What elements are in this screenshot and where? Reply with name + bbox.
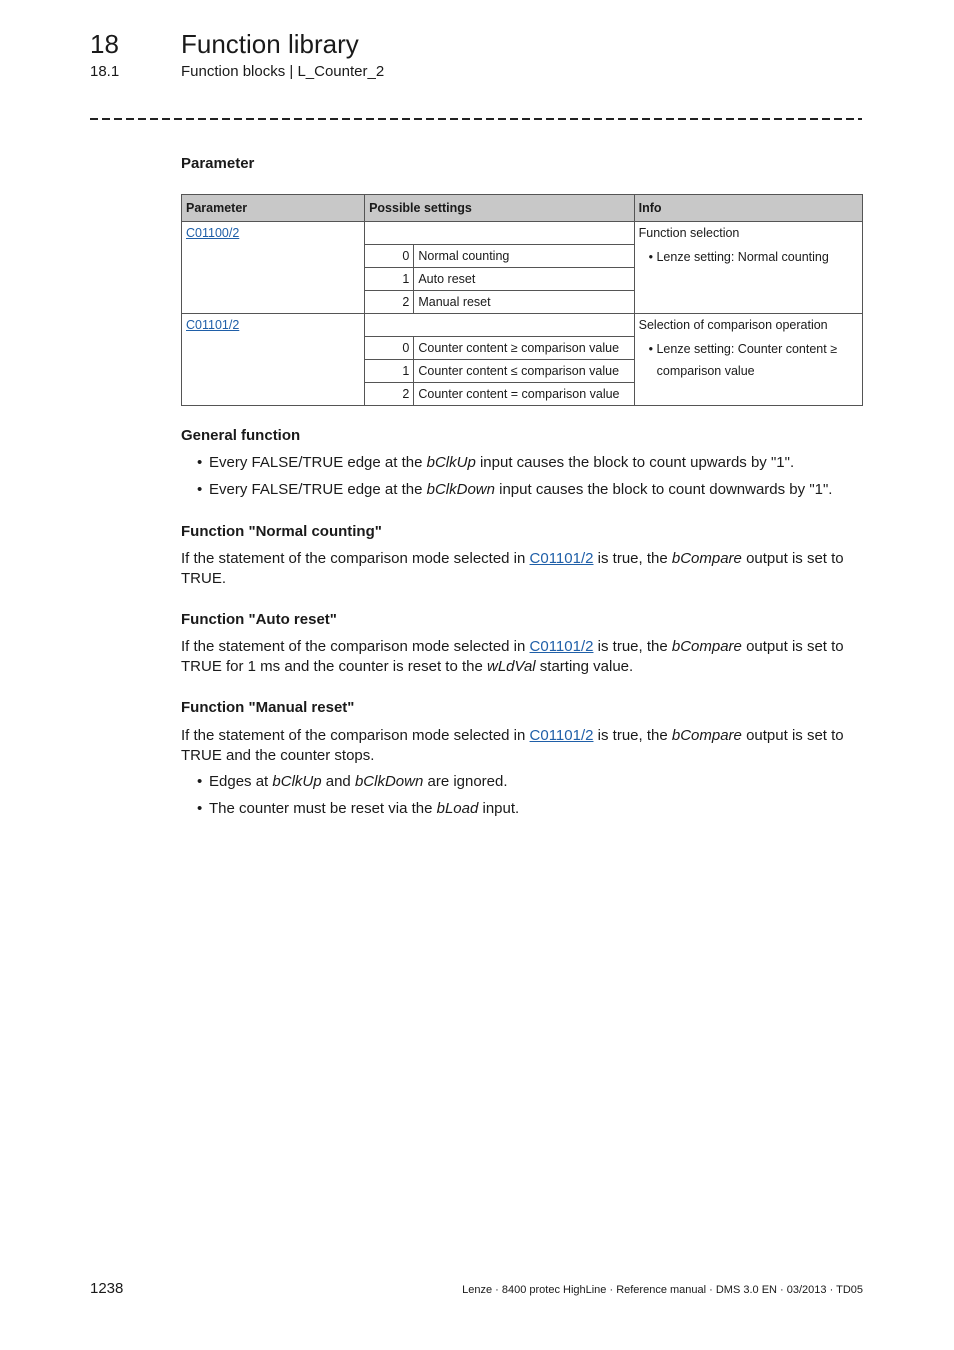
- option-label: Manual reset: [414, 291, 634, 314]
- info-cell: [634, 314, 862, 406]
- section-title: Function blocks | L_Counter_2: [181, 63, 385, 80]
- param-code-cell: [182, 314, 365, 406]
- parameter-heading: Parameter: [181, 155, 255, 172]
- option-label: Normal counting: [414, 245, 634, 268]
- auto-reset-heading: Function "Auto reset": [181, 611, 337, 628]
- auto-reset-text: If the statement of the comparison mode selected in C01101/2 is true, the bCompare output is set to TRUE for 1 ms and the counter is reset to the wLdVal starting value.: [181, 638, 844, 675]
- signal-name: bClkDown: [426, 481, 495, 498]
- link-c01101-2[interactable]: C01101/2: [529, 550, 594, 567]
- info-bullet: • Lenze setting: Normal counting: [648, 250, 829, 264]
- list-item: • Every FALSE/TRUE edge at the bClkUp input causes the block to count upwards by "1".: [197, 454, 795, 471]
- option-label: Counter content ≥ comparison value: [414, 337, 634, 360]
- option-label: Auto reset: [414, 268, 634, 291]
- param-link-c01100-2[interactable]: C01100/2: [186, 226, 240, 240]
- column-header-settings: Possible settings: [365, 195, 635, 222]
- table-header-row: [182, 195, 863, 222]
- info-title: Function selection: [638, 226, 740, 240]
- settings-empty-cell: [365, 314, 635, 337]
- header-divider: [90, 118, 862, 120]
- option-label: Counter content = comparison value: [414, 383, 634, 406]
- option-value: 1: [365, 360, 414, 383]
- table-row: [182, 222, 863, 245]
- column-header-info: Info: [634, 195, 862, 222]
- list-item: • Every FALSE/TRUE edge at the bClkDown input causes the block to count downwards by "1".: [197, 481, 833, 498]
- param-code-cell: [182, 222, 365, 314]
- info-bullet: • Lenze setting: Counter content ≥ comparison value: [648, 342, 838, 378]
- page-number: 1238: [90, 1280, 124, 1297]
- chapter-title: Function library: [181, 29, 359, 59]
- section-number: 18.1: [90, 63, 120, 80]
- signal-name: bClkUp: [426, 454, 476, 471]
- list-item: • The counter must be reset via the bLoad input.: [197, 800, 520, 817]
- manual-reset-heading: Function "Manual reset": [181, 699, 355, 716]
- option-label: Counter content ≤ comparison value: [414, 360, 634, 383]
- settings-empty-cell: [365, 222, 635, 245]
- table-row: [182, 314, 863, 337]
- list-item: • Edges at bClkUp and bClkDown are ignored.: [197, 773, 508, 790]
- info-cell: [634, 222, 862, 314]
- manual-reset-text: If the statement of the comparison mode selected in C01101/2 is true, the bCompare output is set to TRUE and the counter stops.: [181, 727, 844, 764]
- option-value: 0: [365, 245, 414, 268]
- info-title: Selection of comparison operation: [638, 318, 828, 332]
- general-function-heading: General function: [181, 427, 301, 444]
- option-value: 0: [365, 337, 414, 360]
- chapter-number: 18: [90, 29, 119, 59]
- option-value: 2: [365, 383, 414, 406]
- option-value: 1: [365, 268, 414, 291]
- parameter-table: [181, 194, 863, 406]
- column-header-parameter: Parameter: [182, 195, 365, 222]
- link-c01101-2[interactable]: C01101/2: [529, 638, 594, 655]
- link-c01101-2[interactable]: C01101/2: [529, 727, 594, 744]
- document-info: Lenze · 8400 protec HighLine · Reference manual · DMS 3.0 EN · 03/2013 · TD05: [462, 1284, 863, 1296]
- normal-counting-heading: Function "Normal counting": [181, 523, 382, 540]
- option-value: 2: [365, 291, 414, 314]
- param-link-c01101-2[interactable]: C01101/2: [186, 318, 240, 332]
- normal-counting-text: If the statement of the comparison mode selected in C01101/2 is true, the bCompare output is set to TRUE.: [181, 550, 844, 587]
